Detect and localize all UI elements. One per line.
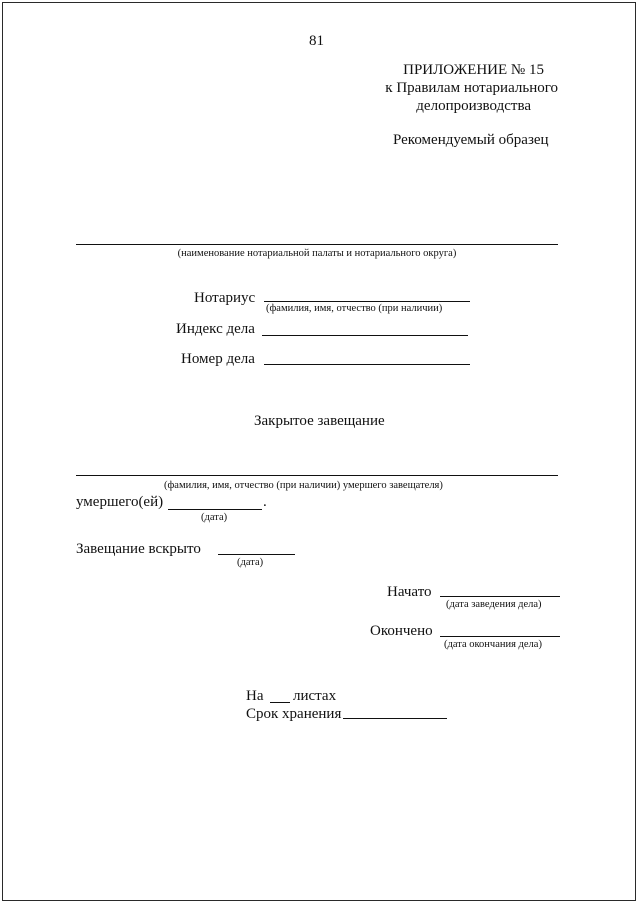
death-date-field[interactable] xyxy=(168,509,262,510)
testator-name-field[interactable] xyxy=(76,475,558,476)
recommended-sample: Рекомендуемый образец xyxy=(393,132,549,148)
page-number: 81 xyxy=(309,33,324,49)
opened-date-field[interactable] xyxy=(218,554,295,555)
appendix-title: ПРИЛОЖЕНИЕ № 15 xyxy=(403,62,544,78)
chamber-caption: (наименование нотариальной палаты и нотариального округа) xyxy=(177,248,457,259)
finished-date-field[interactable] xyxy=(440,636,560,637)
storage-label: Срок хранения xyxy=(246,706,342,722)
appendix-line-2: делопроизводства xyxy=(416,98,531,114)
notary-name-field[interactable] xyxy=(264,301,470,302)
chamber-name-field[interactable] xyxy=(76,244,558,245)
case-index-field[interactable] xyxy=(262,335,468,336)
sheets-count-field[interactable] xyxy=(270,702,290,703)
appendix-line-1: к Правилам нотариального xyxy=(385,80,558,96)
notary-label: Нотариус xyxy=(194,290,256,306)
opened-label: Завещание вскрыто xyxy=(76,541,201,557)
sheets-suffix: листах xyxy=(293,688,337,704)
case-index-label: Индекс дела xyxy=(176,321,255,337)
finished-label: Окончено xyxy=(370,623,433,639)
sheets-prefix: На xyxy=(246,688,264,704)
storage-period-field[interactable] xyxy=(343,718,447,719)
deceased-period: . xyxy=(263,494,267,510)
document-title: Закрытое завещание xyxy=(254,413,385,429)
finished-caption: (дата окончания дела) xyxy=(444,639,542,650)
notary-caption: (фамилия, имя, отчество (при наличии) xyxy=(266,303,443,314)
case-number-label: Номер дела xyxy=(181,351,255,367)
case-number-field[interactable] xyxy=(264,364,470,365)
deceased-label: умершего(ей) xyxy=(76,494,164,510)
testator-caption: (фамилия, имя, отчество (при наличии) умершего завещателя) xyxy=(164,480,443,491)
death-date-caption: (дата) xyxy=(201,512,228,523)
started-caption: (дата заведения дела) xyxy=(446,599,542,610)
started-label: Начато xyxy=(387,584,432,600)
started-date-field[interactable] xyxy=(440,596,560,597)
opened-date-caption: (дата) xyxy=(237,557,264,568)
